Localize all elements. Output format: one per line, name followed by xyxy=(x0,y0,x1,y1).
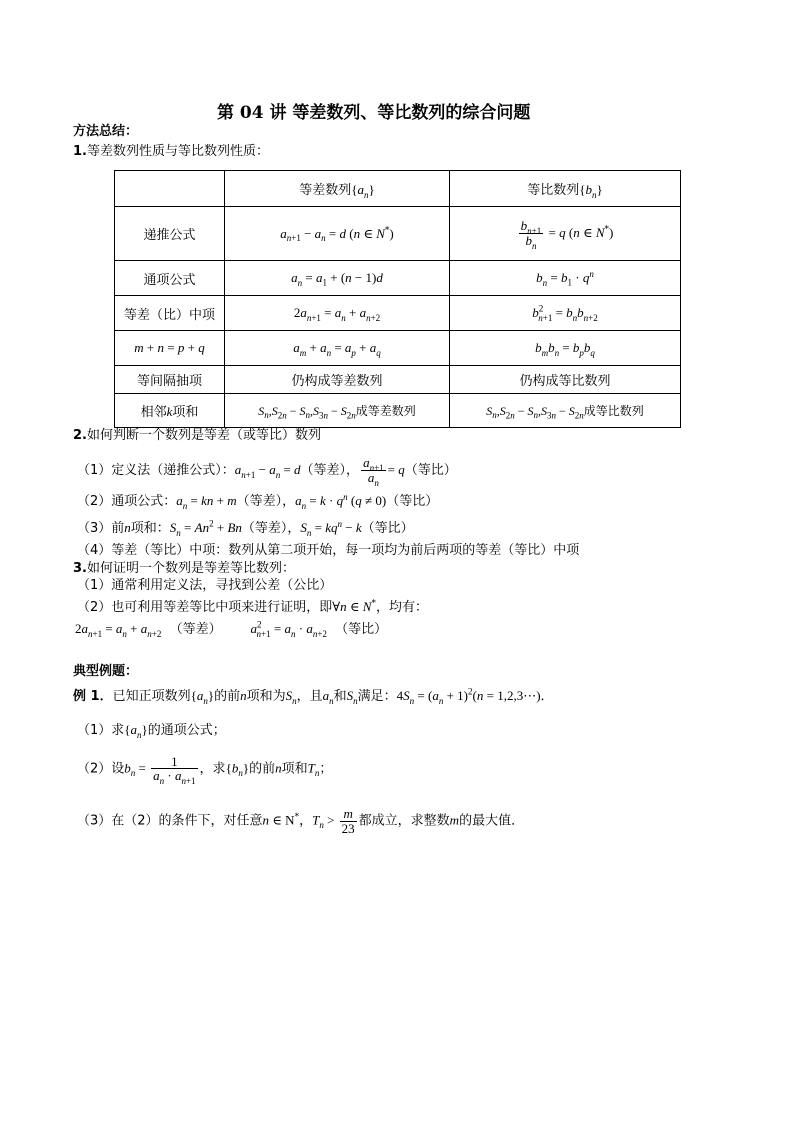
adjacent-k-sum-arith: $S_n,S_{2n} - S_n,S_{3n} - S_{2n}$成等差数列 xyxy=(225,394,450,428)
row-label-recursion: 递推公式 xyxy=(115,207,225,261)
section-2-item-1: （1）定义法（递推公式）：$a_{n+1} - a_n = d$（等差）， $\frac{a_{n+1}}{a_n}$ = q（等比） xyxy=(77,455,457,488)
recursion-arith-formula: $a_{n+1} - a_n = d$ (n ∈ N*) xyxy=(225,207,450,261)
table-corner-cell xyxy=(115,171,225,207)
page-title: 第 04 讲 等差数列、等比数列的综合问题 xyxy=(217,103,531,123)
row-label-index-sum: m + n = p + q xyxy=(115,331,225,366)
table-row xyxy=(115,366,681,394)
row-label-middle-term: 等差（比）中项 xyxy=(115,296,225,331)
example-1-stem: 例 1．已知正项数列$\{a_n\}$的前n项和为$S_n$，且$a_n$和$S_n$满足：$4S_n = (a_n + 1)^2(n$ = 1,2,3⋯)． xyxy=(73,686,554,706)
interval-terms-geo: 仍构成等比数列 xyxy=(450,366,681,394)
section-3-heading: 3.如何证明一个数列是等差等比数列： xyxy=(73,561,295,576)
index-sum-geo-formula: $b_mb_n = b_pb_q$ xyxy=(450,331,681,366)
table-row xyxy=(115,296,681,331)
middle-term-geo-formula: $b^2_{n+1} = b_nb_{n+2}$ xyxy=(450,296,681,331)
table-header-arith: 等差数列$\{a_n\}$ xyxy=(225,171,450,207)
row-label-interval-terms: 等间隔抽项 xyxy=(115,366,225,394)
section-2-item-3: （3）前n项和：$S_n = An^2 + Bn$（等差），$S_n = kq^n - k$（等比） xyxy=(77,518,414,538)
example-1-question-2: （2）设$b_n$ = $\frac{1}{a_n \cdot a_{n+1}}$ ，求$\{b_n\}$的前n项和$T_n$； xyxy=(77,754,333,786)
section-2-item-2: （2）通项公式：$a_n$ = kn + m（等差），$a_n = k \cdot q^n$ (q ≠ 0)（等比） xyxy=(77,491,439,511)
row-label-general-term: 通项公式 xyxy=(115,261,225,296)
table-header-geo: 等比数列$\{b_n\}$ xyxy=(450,171,681,207)
table-row xyxy=(115,394,681,428)
recursion-geo-formula: $\frac{b_{n+1}}{b_n}$ = q (n ∈ N*) xyxy=(450,207,681,261)
section-2-heading: 2.如何判断一个数列是等差（或等比）数列 xyxy=(73,428,321,443)
general-term-geo-formula: $b_n = b_1 \cdot q^n$ xyxy=(450,261,681,296)
section-3-item-2: （2）也可利用等差等比中项来进行证明，即∀n ∈ N*，均有： xyxy=(77,598,428,615)
section-1-heading: 1.等差数列性质与等比数列性质： xyxy=(73,144,269,159)
index-sum-arith-formula: $a_m + a_n = a_p + a_q$ xyxy=(225,331,450,366)
interval-terms-arith: 仍构成等差数列 xyxy=(225,366,450,394)
example-1-question-3: （3）在（2）的条件下，对任意n ∈ N*，$T_n$ > $\frac{m}{23}$ 都成立，求整数m的最大值． xyxy=(77,806,525,836)
section-3-item-1: （1）通常利用定义法，寻找到公差（公比） xyxy=(77,578,333,593)
table-row xyxy=(115,261,681,296)
table-row xyxy=(115,207,681,261)
adjacent-k-sum-geo: $S_n,S_{2n} - S_n,S_{3n} - S_{2n}$成等比数列 xyxy=(450,394,681,428)
examples-heading: 典型例题： xyxy=(73,664,139,679)
table-row xyxy=(115,331,681,366)
method-heading: 方法总结： xyxy=(73,124,139,139)
section-3-item-3: $2a_{n+1} = a_n + a_{n+2}$ （等差） $a^2_{n+1} = a_n \cdot a_{n+2}$ （等比） xyxy=(75,619,388,639)
properties-table xyxy=(114,170,681,428)
example-1-question-1: （1）求$\{a_n\}$的通项公式； xyxy=(77,722,226,740)
general-term-arith-formula: $a_n = a_1 + (n - 1)d$ xyxy=(225,261,450,296)
section-2-item-4: （4）等差（等比）中项：数列从第二项开始，每一项均为前后两项的等差（等比）中项 xyxy=(77,543,580,558)
row-label-adjacent-k-sum: 相邻k项和 xyxy=(115,394,225,428)
table-header-row xyxy=(115,171,681,207)
middle-term-arith-formula: $2a_{n+1} = a_n + a_{n+2}$ xyxy=(225,296,450,331)
